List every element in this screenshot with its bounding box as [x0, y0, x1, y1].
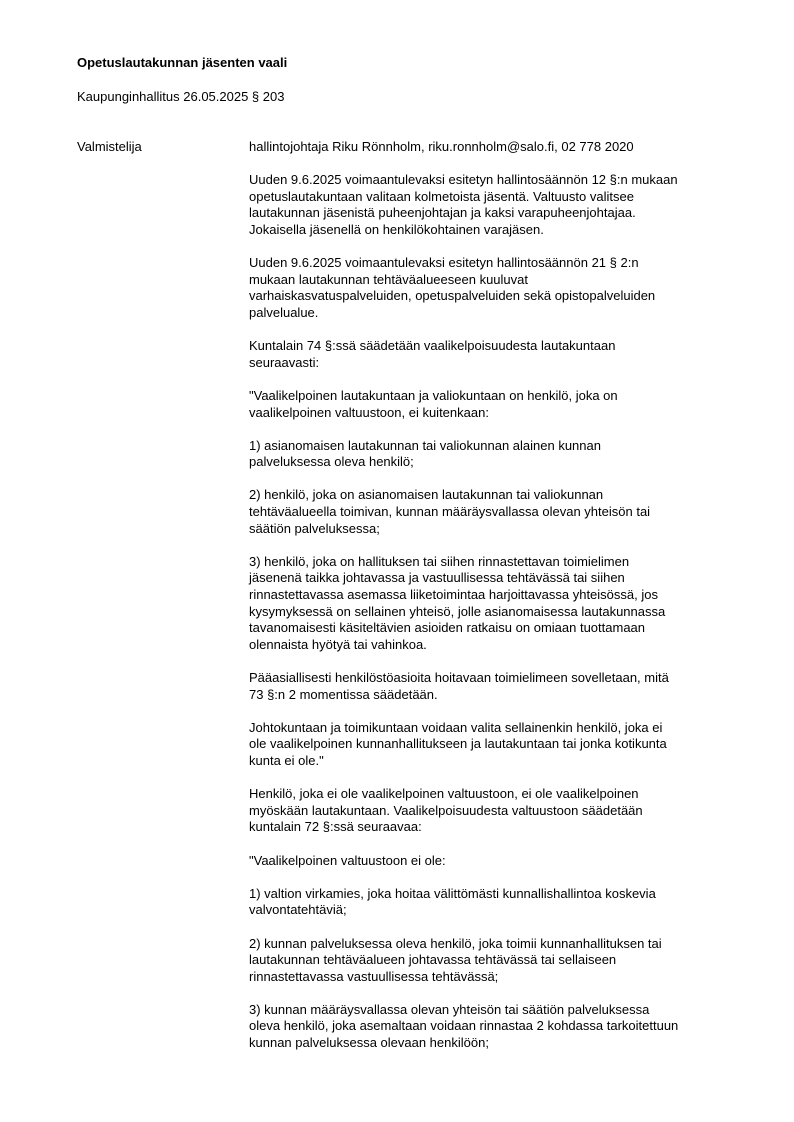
- quote-paragraph: "Vaalikelpoinen lautakuntaan ja valiokuntaan on henkilö, joka on vaalikelpoinen valtuustoon, ei kuitenkaan:: [249, 387, 618, 420]
- list-item: 2) henkilö, joka on asianomaisen lautakunnan tai valiokunnan tehtäväalueella toimivan, kunnan määräysvallassa olevan yhteisön tai säätiön palveluksessa;: [249, 487, 651, 536]
- paragraph: Johtokuntaan ja toimikuntaan voidaan valita sellainenkin henkilö, joka ei ole vaalikelpoinen kunnanhallitukseen ja lautakuntaan tai jonka kotikunta kunta ei ole.": [249, 719, 667, 768]
- list-item: 3) henkilö, joka on hallituksen tai siihen rinnastettavan toimielimen jäsenenä taikka johtavassa ja vastuullisessa tehtävässä tai siihen rinnastettavassa asemassa liiketoimintaa harjoittavassa yhteisössä, jos kysymyksessä on sellainen yhteisö, jolle asianomaisessa lautakunnassa tavanomaisesti käsiteltävien asioiden ratkaisu on omiaan tuottamaan olennaista hyötyä tai vahinkoa.: [249, 553, 666, 652]
- list-item: 1) valtion virkamies, joka hoitaa välittömästi kunnallishallintoa koskevia valvontatehtäviä;: [249, 885, 656, 918]
- document-body: [249, 139, 741, 1068]
- paragraph: Pääasiallisesti henkilöstöasioita hoitavaan toimielimeen sovelletaan, mitä 73 §:n 2 momentissa säädetään.: [249, 670, 669, 702]
- document-title: Opetuslautakunnan jäsenten vaali: [77, 55, 288, 70]
- preparer-label: Valmistelija: [77, 139, 142, 154]
- paragraph: Uuden 9.6.2025 voimaantulevaksi esitetyn hallintosäännön 21 § 2:n mukaan lautakunnan tehtäväalueeseen kuuluvat varhaiskasvatuspalveluiden, opetuspalveluiden sekä opistopalveluiden palvelualue.: [249, 255, 656, 320]
- paragraph: Henkilö, joka ei ole vaalikelpoinen valtuustoon, ei ole vaalikelpoinen myöskään lautakuntaan. Vaalikelpoisuudesta valtuustoon säädetään kuntalain 72 §:ssä seuraavaa:: [249, 786, 643, 835]
- meeting-reference: Kaupunginhallitus 26.05.2025 § 203: [77, 89, 285, 104]
- list-item: 1) asianomaisen lautakunnan tai valiokunnan alainen kunnan palveluksessa oleva henkilö;: [249, 437, 601, 470]
- quote-paragraph: "Vaalikelpoinen valtuustoon ei ole:: [249, 852, 446, 868]
- list-item: 3) kunnan määräysvallassa olevan yhteisön tai säätiön palveluksessa oleva henkilö, joka asemaltaan voidaan rinnastaa 2 kohdassa tarkoitettuun kunnan palveluksessa olevaan henkilöön;: [249, 1001, 679, 1051]
- paragraph: Kuntalain 74 §:ssä säädetään vaalikelpoisuudesta lautakuntaan seuraavasti:: [249, 338, 616, 370]
- list-item: 2) kunnan palveluksessa oleva henkilö, joka toimii kunnanhallituksen tai lautakunnan tehtäväalueen johtavassa tehtävässä tai sellaiseen rinnastettavassa vastuullisessa tehtävässä;: [249, 935, 662, 984]
- preparer-contact: hallintojohtaja Riku Rönnholm, riku.ronnholm@salo.fi, 02 778 2020: [249, 139, 634, 154]
- paragraph: Uuden 9.6.2025 voimaantulevaksi esitetyn hallintosäännön 12 §:n mukaan opetuslautakuntaan valitaan kolmetoista jäsentä. Valtuusto valitsee lautakunnan jäsenistä puheenjohtajan ja kaksi varapuheenjohtajaa. Jokaisella jäsenellä on henkilökohtainen varajäsen.: [249, 172, 678, 237]
